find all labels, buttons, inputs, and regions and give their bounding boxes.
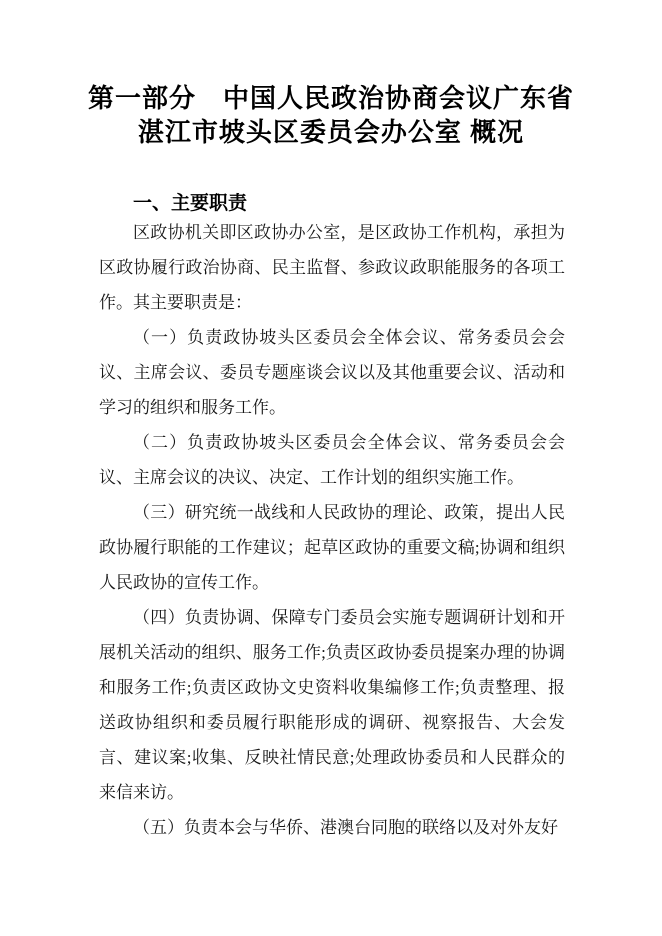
document-title-line-1: 第一部分 中国人民政治协商会议广东省 xyxy=(87,83,574,113)
paragraph-intro: 区政协机关即区政协办公室，是区政协工作机构，承担为区政协履行政治协商、民主监督、参政议政职能服务的各项工作。其主要职责是： xyxy=(99,223,565,312)
paragraph-item-3: （三）研究统一战线和人民政协的理论、政策，提出人民政协履行职能的工作建议；起草区政协的重要文稿;协调和组织人民政协的宣传工作。 xyxy=(99,503,565,592)
paragraph-item-1: （一）负责政协坡头区委员会全体会议、常务委员会会议、主席会议、委员专题座谈会议以及其他重要会议、活动和学习的组织和服务工作。 xyxy=(99,328,565,417)
document-title xyxy=(0,81,662,149)
paragraph-item-5: （五）负责本会与华侨、港澳台同胞的联络以及对外友好 xyxy=(133,818,558,837)
paragraph-item-2: （二）负责政协坡头区委员会全体会议、常务委员会会议、主席会议的决议、决定、工作计划的组织实施工作。 xyxy=(99,433,565,487)
section-heading: 一、主要职责 xyxy=(133,193,248,214)
document-body xyxy=(99,193,565,845)
paragraph-item-4: （四）负责协调、保障专门委员会实施专题调研计划和开展机关活动的组织、服务工作;负责区政协委员提案办理的协调和服务工作;负责区政协文史资料收集编修工作;负责整理、报送政协组织和委员履行职能形成的调研、视察报告、大会发言、建议案;收集、反映社情民意;处理政协委员和人民群众的来信来访。 xyxy=(99,608,565,802)
document-title-line-2: 湛江市坡头区委员会办公室 概况 xyxy=(137,117,525,147)
